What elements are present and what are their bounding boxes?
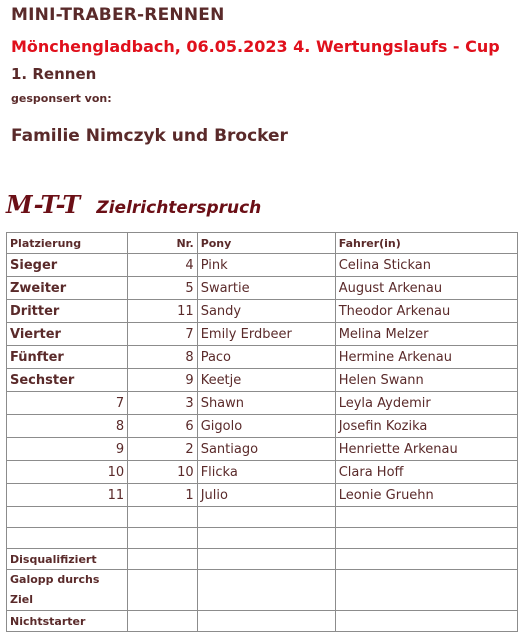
cell-place: 7	[7, 392, 128, 415]
cell-nr: 4	[128, 254, 198, 277]
empty-cell	[7, 528, 128, 549]
gallop-row	[7, 570, 518, 611]
empty-cell	[197, 528, 335, 549]
cell-rider: Clara Hoff	[335, 461, 517, 484]
non-starter-row	[7, 611, 518, 632]
footer-label: Disqualifiziert	[7, 549, 128, 570]
cell-rider: Theodor Arkenau	[335, 300, 517, 323]
sponsor-label: gesponsert von:	[11, 92, 112, 105]
cell-pony: Shawn	[197, 392, 335, 415]
cell-nr: 6	[128, 415, 198, 438]
cell-place: 11	[7, 484, 128, 507]
table-row	[7, 461, 518, 484]
cell-rider: Hermine Arkenau	[335, 346, 517, 369]
empty-cell	[335, 570, 517, 611]
header-place: Platzierung	[7, 233, 128, 254]
cell-pony: Keetje	[197, 369, 335, 392]
cell-pony: Swartie	[197, 277, 335, 300]
empty-cell	[128, 611, 198, 632]
cell-pony: Emily Erdbeer	[197, 323, 335, 346]
cell-pony: Paco	[197, 346, 335, 369]
cell-place: Sechster	[7, 369, 128, 392]
empty-cell	[335, 549, 517, 570]
cell-pony: Julio	[197, 484, 335, 507]
cell-nr: 9	[128, 369, 198, 392]
empty-cell	[7, 507, 128, 528]
empty-cell	[335, 528, 517, 549]
section-header	[6, 190, 261, 219]
table-row	[7, 254, 518, 277]
page-title: MINI-TRABER-RENNEN	[11, 5, 225, 25]
table-row	[7, 277, 518, 300]
cell-rider: August Arkenau	[335, 277, 517, 300]
race-number: 1. Rennen	[11, 65, 97, 83]
empty-cell	[335, 611, 517, 632]
table-header-row	[7, 233, 518, 254]
cell-nr: 11	[128, 300, 198, 323]
table-row	[7, 438, 518, 461]
empty-cell	[335, 507, 517, 528]
table-row	[7, 300, 518, 323]
empty-cell	[197, 611, 335, 632]
empty-cell	[128, 528, 198, 549]
cell-nr: 5	[128, 277, 198, 300]
cell-place: 8	[7, 415, 128, 438]
event-subtitle: Mönchengladbach, 06.05.2023 4. Wertungslaufs - Cup	[11, 37, 500, 56]
cell-pony: Pink	[197, 254, 335, 277]
table-row	[7, 323, 518, 346]
cell-rider: Josefin Kozika	[335, 415, 517, 438]
cell-pony: Sandy	[197, 300, 335, 323]
cell-rider: Leonie Gruehn	[335, 484, 517, 507]
cell-rider: Celina Stickan	[335, 254, 517, 277]
table-row	[7, 484, 518, 507]
footer-label: Galopp durchs Ziel	[7, 570, 128, 611]
empty-cell	[128, 549, 198, 570]
table-row	[7, 415, 518, 438]
cell-pony: Flicka	[197, 461, 335, 484]
cell-nr: 2	[128, 438, 198, 461]
cell-rider: Leyla Aydemir	[335, 392, 517, 415]
disqualified-row	[7, 549, 518, 570]
empty-row	[7, 528, 518, 549]
header-rider: Fahrer(in)	[335, 233, 517, 254]
cell-pony: Santiago	[197, 438, 335, 461]
cell-nr: 10	[128, 461, 198, 484]
cell-place: 10	[7, 461, 128, 484]
cell-place: Zweiter	[7, 277, 128, 300]
cell-nr: 7	[128, 323, 198, 346]
cell-place: 9	[7, 438, 128, 461]
empty-cell	[128, 570, 198, 611]
cell-pony: Gigolo	[197, 415, 335, 438]
cell-rider: Melina Melzer	[335, 323, 517, 346]
table-row	[7, 369, 518, 392]
empty-cell	[197, 507, 335, 528]
mtt-logo: M-T-T	[6, 190, 82, 219]
cell-nr: 8	[128, 346, 198, 369]
cell-rider: Helen Swann	[335, 369, 517, 392]
table-row	[7, 392, 518, 415]
cell-place: Dritter	[7, 300, 128, 323]
header-pony: Pony	[197, 233, 335, 254]
empty-cell	[197, 549, 335, 570]
results-table	[6, 232, 518, 632]
cell-place: Vierter	[7, 323, 128, 346]
header-nr: Nr.	[128, 233, 198, 254]
cell-rider: Henriette Arkenau	[335, 438, 517, 461]
empty-cell	[128, 507, 198, 528]
sponsor-name: Familie Nimczyk und Brocker	[11, 126, 288, 146]
cell-nr: 3	[128, 392, 198, 415]
empty-row	[7, 507, 518, 528]
cell-place: Sieger	[7, 254, 128, 277]
table-row	[7, 346, 518, 369]
cell-nr: 1	[128, 484, 198, 507]
empty-cell	[197, 570, 335, 611]
cell-place: Fünfter	[7, 346, 128, 369]
footer-label: Nichtstarter	[7, 611, 128, 632]
section-title: Zielrichterspruch	[96, 198, 262, 218]
